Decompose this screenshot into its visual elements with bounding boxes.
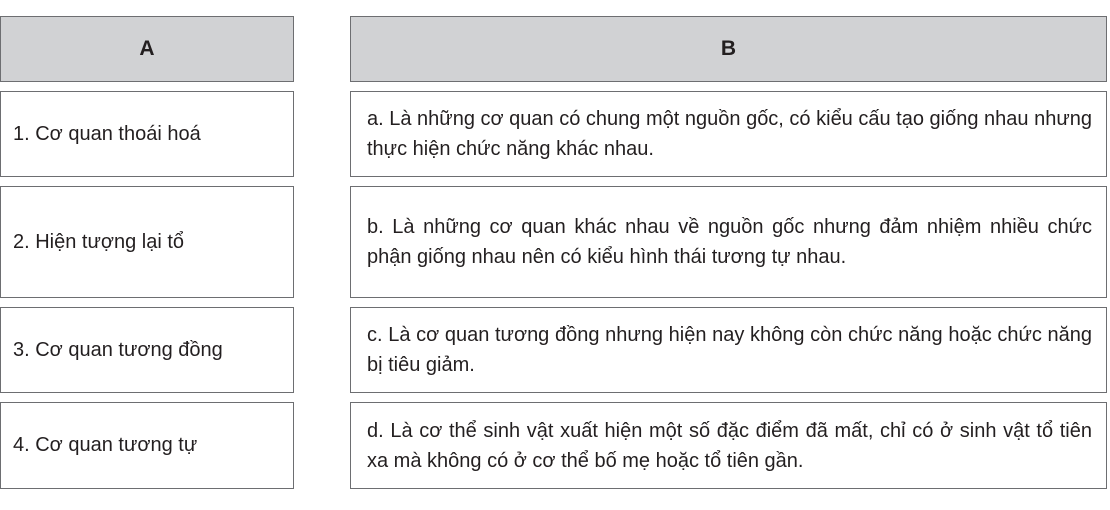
column-b xyxy=(350,16,1107,489)
column-b-item-b xyxy=(350,186,1107,298)
column-b-item-a-text: a. Là những cơ quan có chung một nguồn gốc, có kiểu cấu tạo giống nhau nhưng thực hiện chức năng khác nhau. xyxy=(367,108,1092,160)
column-a-item-1 xyxy=(0,91,294,177)
column-a-item-2 xyxy=(0,186,294,298)
column-b-item-a xyxy=(350,91,1107,177)
column-a-item-4 xyxy=(0,402,294,489)
column-b-header xyxy=(350,16,1107,82)
column-a-header xyxy=(0,16,294,82)
column-a-item-3 xyxy=(0,307,294,393)
column-b-header-label: B xyxy=(720,37,737,60)
column-b-item-b-text: b. Là những cơ quan khác nhau về nguồn gốc nhưng đảm nhiệm nhiều chức phận giống nhau nên có kiểu hình thái tương tự nhau. xyxy=(367,216,1092,268)
column-b-item-c xyxy=(350,307,1107,393)
column-a xyxy=(0,16,294,489)
column-a-item-4-text: 4. Cơ quan tương tự xyxy=(13,434,198,456)
column-a-item-2-text: 2. Hiện tượng lại tổ xyxy=(13,230,185,253)
column-b-item-c-text: c. Là cơ quan tương đồng nhưng hiện nay không còn chức năng hoặc chức năng bị tiêu giảm. xyxy=(367,324,1092,376)
column-b-item-d xyxy=(350,402,1107,489)
column-a-item-1-text: 1. Cơ quan thoái hoá xyxy=(13,122,201,145)
column-a-item-3-text: 3. Cơ quan tương đồng xyxy=(13,338,223,361)
column-a-header-label: A xyxy=(139,37,155,60)
column-b-item-d-text: d. Là cơ thể sinh vật xuất hiện một số đặc điểm đã mất, chỉ có ở sinh vật tổ tiên xa mà không có ở cơ thể bố mẹ hoặc tổ tiên gần. xyxy=(367,419,1092,472)
